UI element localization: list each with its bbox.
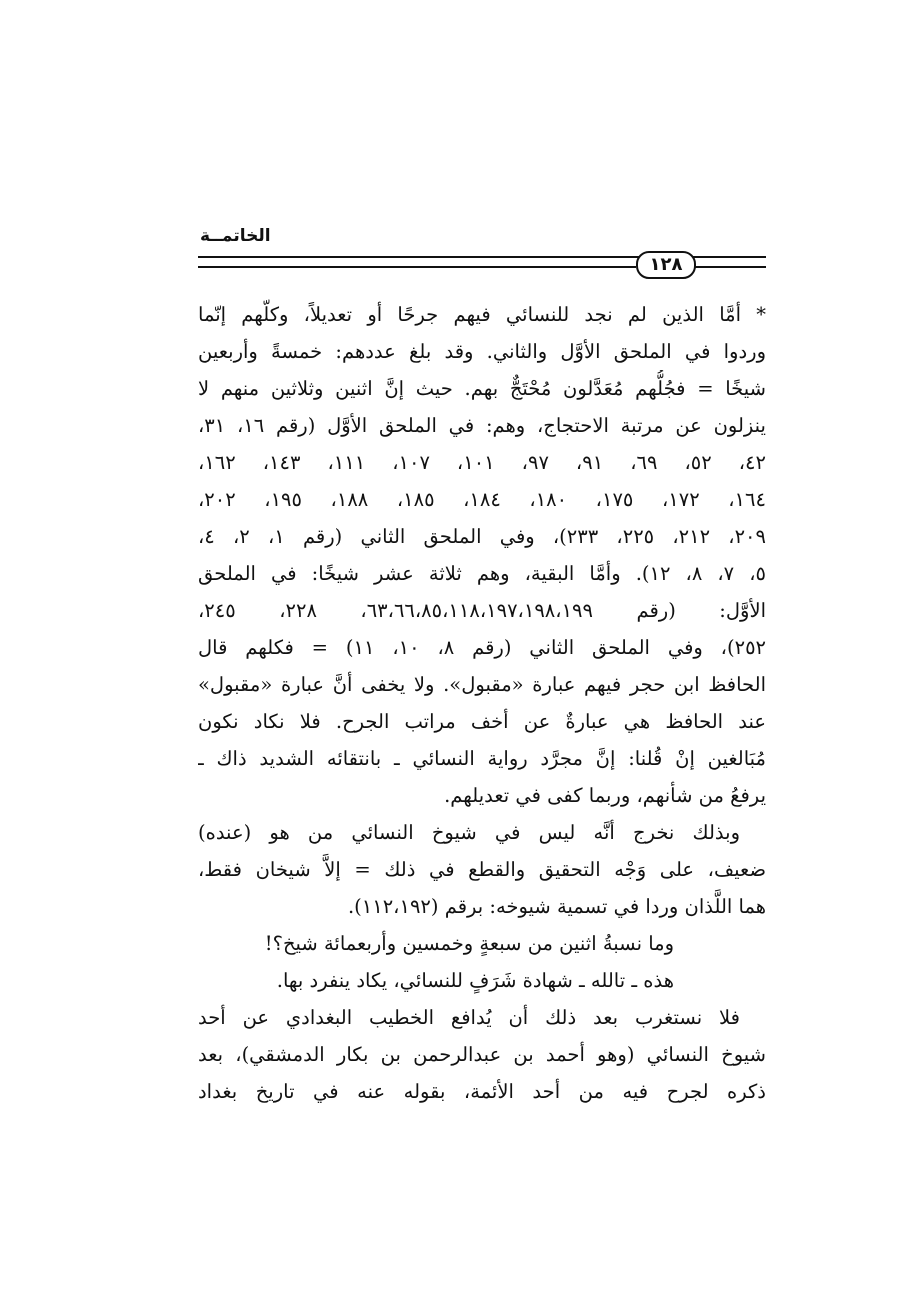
- text-line: وبذلك نخرج أنَّه ليس في شيوخ النسائي من هو (عنده): [198, 821, 740, 844]
- text-line: الحافظ ابن حجر فيهم عبارة «مقبول». ولا يخفى أنَّ عبارة «مقبول»: [198, 673, 766, 696]
- chapter-title: الخاتمــة: [200, 226, 271, 246]
- text-line: عند الحافظ هي عبارةٌ عن أخف مراتب الجرح. فلا نكاد نكون: [198, 710, 766, 733]
- text-line: هما اللَّذان وردا في تسمية شيوخه: برقم (١١٢،١٩٢).: [347, 895, 766, 918]
- page-number: ١٢٨: [636, 251, 696, 279]
- text-line: هذه ـ تالله ـ شهادة شَرَفٍ للنسائي، يكاد ينفرد بها.: [276, 969, 674, 992]
- text-line: شيخًا = فجُلُّهم مُعَدَّلون مُحْتَجٌّ بهم. حيث إنَّ اثنين وثلاثين منهم لا: [198, 377, 766, 400]
- text-line: ذكره لجرح فيه من أحد الأئمة، بقوله عنه في تاريخ بغداد: [198, 1080, 766, 1103]
- text-line: ٢٠٩، ٢١٢، ٢٢٥، ٢٣٣)، وفي الملحق الثاني (رقم ١، ٢، ٤،: [198, 525, 766, 548]
- text-line: الأوَّل: (رقم ٦٣،٦٦،٨٥،١١٨،١٩٧،١٩٨،١٩٩، ٢٢٨، ٢٤٥،: [198, 599, 766, 622]
- text-line: ينزلون عن مرتبة الاحتجاج، وهم: في الملحق الأوَّل (رقم ١٦، ٣١،: [198, 414, 766, 437]
- body-text: [198, 296, 766, 1110]
- text-line: ٢٥٢)، وفي الملحق الثاني (رقم ٨، ١٠، ١١) = فكلهم قال: [198, 636, 766, 659]
- header-rule-bottom-right: [694, 266, 766, 268]
- text-line: * أمَّا الذين لم نجد للنسائي فيهم جرحًا أو تعديلاً، وكلّهم إنّما: [198, 303, 766, 326]
- text-line: وردوا في الملحق الأوَّل والثاني. وقد بلغ عددهم: خمسةً وأربعين: [198, 340, 766, 363]
- text-line: ٥، ٧، ٨، ١٢). وأمَّا البقية، وهم ثلاثة عشر شيخًا: في الملحق: [198, 562, 766, 585]
- text-line: وما نسبةُ اثنين من سبعةٍ وخمسين وأربعمائة شيخ؟!: [264, 932, 674, 955]
- text-line: شيوخ النسائي (وهو أحمد بن عبدالرحمن بن بكار الدمشقي)، بعد: [198, 1043, 766, 1066]
- header-rule-bottom-left: [198, 266, 636, 268]
- text-line: ضعيف، على وَجْه التحقيق والقطع في ذلك = إلاَّ شيخان فقط،: [198, 858, 766, 881]
- text-line: ٤٢، ٥٢، ٦٩، ٩١، ٩٧، ١٠١، ١٠٧، ١١١، ١٤٣، ١٦٢،: [198, 451, 766, 474]
- text-line: ١٦٤، ١٧٢، ١٧٥، ١٨٠، ١٨٤، ١٨٥، ١٨٨، ١٩٥، ٢٠٢،: [198, 488, 766, 511]
- text-line: فلا نستغرب بعد ذلك أن يُدافع الخطيب البغدادي عن أحد: [198, 1006, 740, 1029]
- text-line: مُبَالغين إنْ قُلنا: إنَّ مجرَّد رواية النسائي ـ بانتقائه الشديد ذاك ـ: [198, 747, 766, 770]
- text-line: يرفعُ من شأنهم، وربما كفى في تعديلهم.: [444, 784, 766, 807]
